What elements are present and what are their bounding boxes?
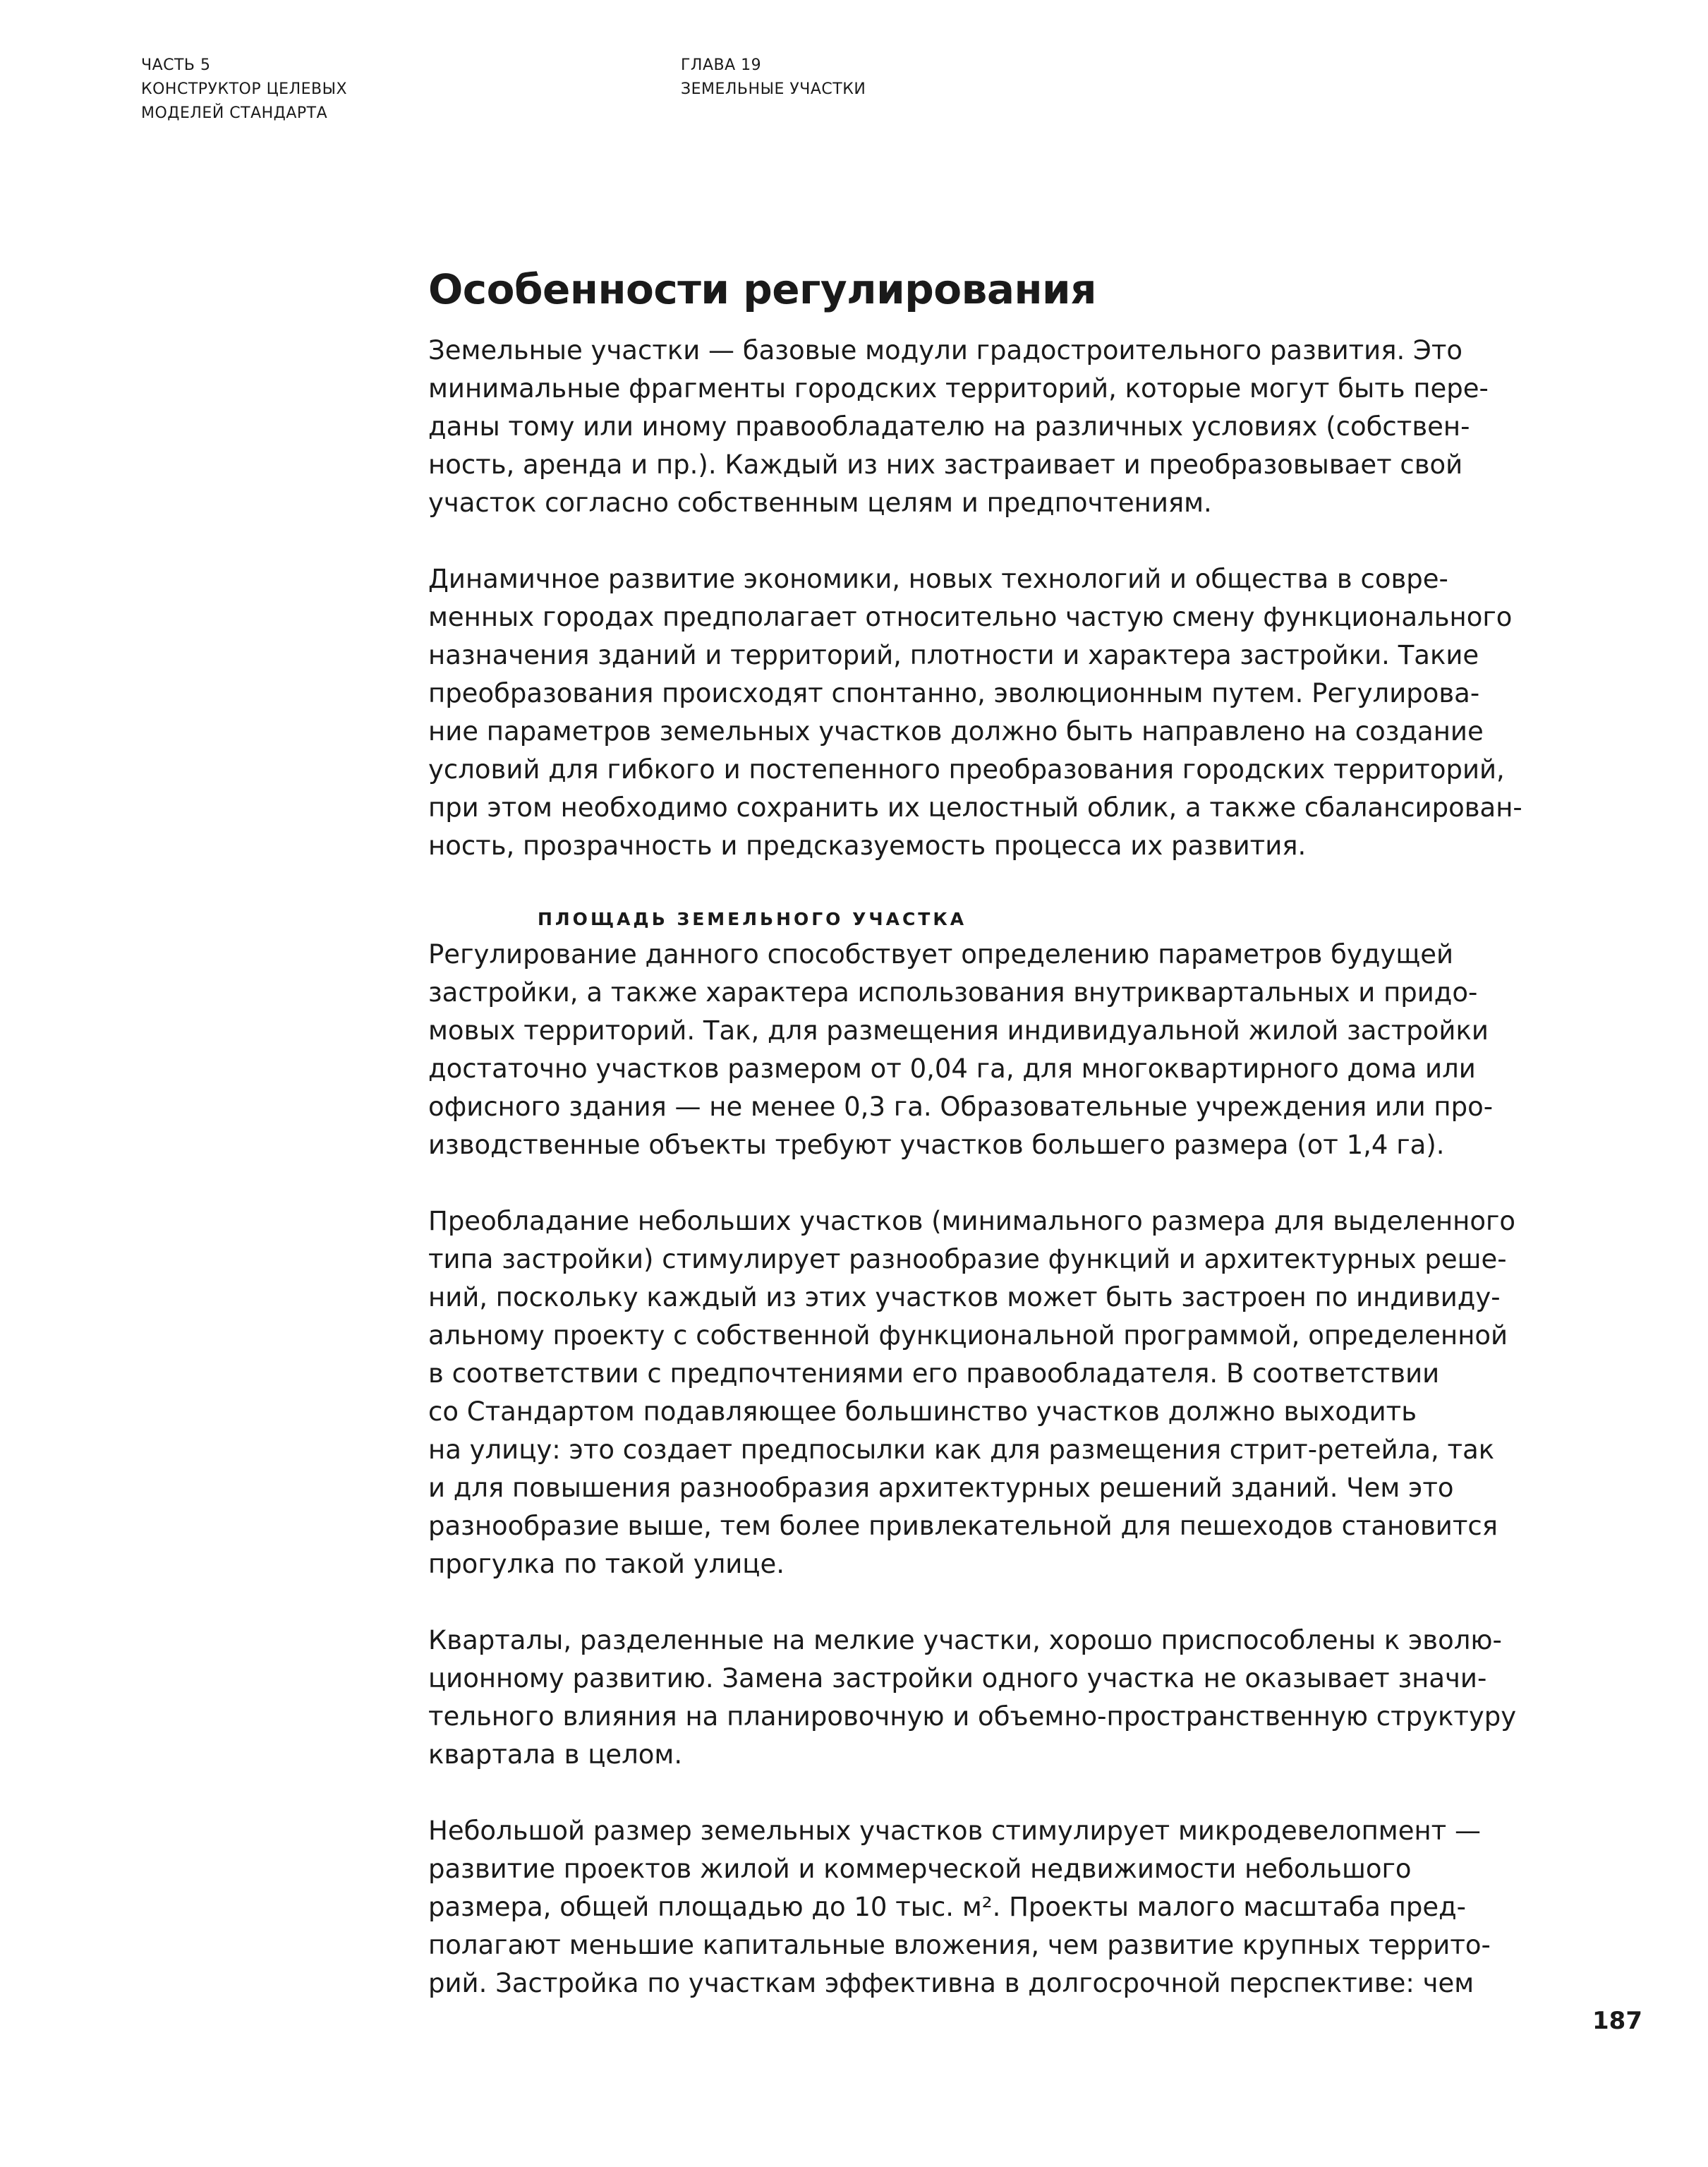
text-line: назначения зданий и территорий, плотности и характера застройки. Такие	[428, 640, 1479, 670]
text-line: развитие проектов жилой и коммерческой недвижимости небольшого	[428, 1854, 1412, 1884]
paragraph	[428, 1812, 1550, 2003]
text-line: офисного здания — не менее 0,3 га. Образовательные учреждения или про-	[428, 1092, 1494, 1122]
text-line: даны тому или иному правообладателю на различных условиях (собствен-	[428, 411, 1470, 442]
text-line: ний, поскольку каждый из этих участков может быть застроен по индивиду-	[428, 1282, 1501, 1312]
main-content	[428, 261, 1550, 2003]
text-line: ность, прозрачность и предсказуемость процесса их развития.	[428, 831, 1307, 861]
paragraph-gap	[428, 1774, 1550, 1812]
text-line: преобразования происходят спонтанно, эволюционным путем. Регулирова-	[428, 678, 1480, 708]
text-line: квартала в целом.	[428, 1739, 683, 1770]
paragraph	[428, 1202, 1550, 1583]
paragraph-gap	[428, 865, 1550, 903]
text-line: альному проекту с собственной функциональной программой, определенной	[428, 1320, 1508, 1351]
section-title: Особенности регулирования	[428, 265, 1096, 313]
running-head-line: ГЛАВА 19	[681, 56, 762, 74]
text-line: Регулирование данного способствует определению параметров будущей	[428, 939, 1454, 970]
running-head-line: МОДЕЛЕЙ СТАНДАРТА	[141, 104, 328, 122]
text-line: со Стандартом подавляющее большинство участков должно выходить	[428, 1396, 1417, 1427]
running-head-part	[141, 54, 347, 126]
text-line: ние параметров земельных участков должно быть направлено на создание	[428, 716, 1484, 747]
running-head-line: ЗЕМЕЛЬНЫЕ УЧАСТКИ	[681, 80, 866, 98]
text-line: на улицу: это создает предпосылки как для размещения стрит-ретейла, так	[428, 1435, 1495, 1465]
running-head-line: КОНСТРУКТОР ЦЕЛЕВЫХ	[141, 80, 348, 98]
text-line: полагают меньшие капитальные вложения, чем развитие крупных террито-	[428, 1930, 1491, 1960]
text-line: типа застройки) стимулирует разнообразие функций и архитектурных реше-	[428, 1244, 1507, 1274]
text-line: участок согласно собственным целям и предпочтениям.	[428, 488, 1212, 518]
text-line: условий для гибкого и постепенного преобразования городских территорий,	[428, 754, 1505, 785]
page-number: 187	[1592, 2007, 1642, 2035]
text-line: менных городах предполагает относительно частую смену функционального	[428, 602, 1513, 632]
text-line: Кварталы, разделенные на мелкие участки, хорошо приспособлены к эволю-	[428, 1625, 1502, 1655]
text-line: и для повышения разнообразия архитектурных решений зданий. Чем это	[428, 1473, 1454, 1503]
text-line: при этом необходимо сохранить их целостный облик, а также сбалансирован-	[428, 792, 1522, 823]
text-line: застройки, а также характера использования внутриквартальных и придо-	[428, 977, 1478, 1008]
text-line: в соответствии с предпочтениями его правообладателя. В соответствии	[428, 1358, 1440, 1389]
paragraph	[428, 332, 1550, 522]
text-line: Небольшой размер земельных участков стимулирует микродевелопмент —	[428, 1816, 1481, 1846]
paragraph	[428, 936, 1550, 1164]
text-line: мовых территорий. Так, для размещения индивидуальной жилой застройки	[428, 1015, 1489, 1046]
text-line: ность, аренда и пр.). Каждый из них застраивает и преобразовывает свой	[428, 449, 1463, 480]
paragraph	[428, 1622, 1550, 1774]
paragraph-gap	[428, 522, 1550, 560]
text-line: ционному развитию. Замена застройки одного участка не оказывает значи-	[428, 1663, 1487, 1694]
subheading: ПЛОЩАДЬ ЗЕМЕЛЬНОГО УЧАСТКА	[538, 909, 967, 929]
text-line: изводственные объекты требуют участков большего размера (от 1,4 га).	[428, 1130, 1445, 1160]
paragraph-gap	[428, 1164, 1550, 1202]
text-line: размера, общей площадью до 10 тыс. м². Проекты малого масштаба пред-	[428, 1892, 1467, 1922]
text-line: рий. Застройка по участкам эффективна в долгосрочной перспективе: чем	[428, 1968, 1474, 1998]
text-line: Преобладание небольших участков (минимального размера для выделенного	[428, 1206, 1516, 1236]
text-line: Земельные участки — базовые модули градостроительного развития. Это	[428, 335, 1463, 366]
running-head-line: ЧАСТЬ 5	[141, 56, 211, 74]
running-head-chapter	[681, 54, 866, 102]
text-line: прогулка по такой улице.	[428, 1549, 785, 1579]
text-line: Динамичное развитие экономики, новых технологий и общества в совре-	[428, 564, 1448, 594]
text-line: достаточно участков размером от 0,04 га, для многоквартирного дома или	[428, 1054, 1476, 1084]
text-line: тельного влияния на планировочную и объемно-пространственную структуру	[428, 1701, 1517, 1732]
text-line: разнообразие выше, тем более привлекательной для пешеходов становится	[428, 1511, 1498, 1541]
text-line: минимальные фрагменты городских территорий, которые могут быть пере-	[428, 373, 1489, 404]
paragraph-gap	[428, 1583, 1550, 1622]
paragraph	[428, 560, 1550, 865]
